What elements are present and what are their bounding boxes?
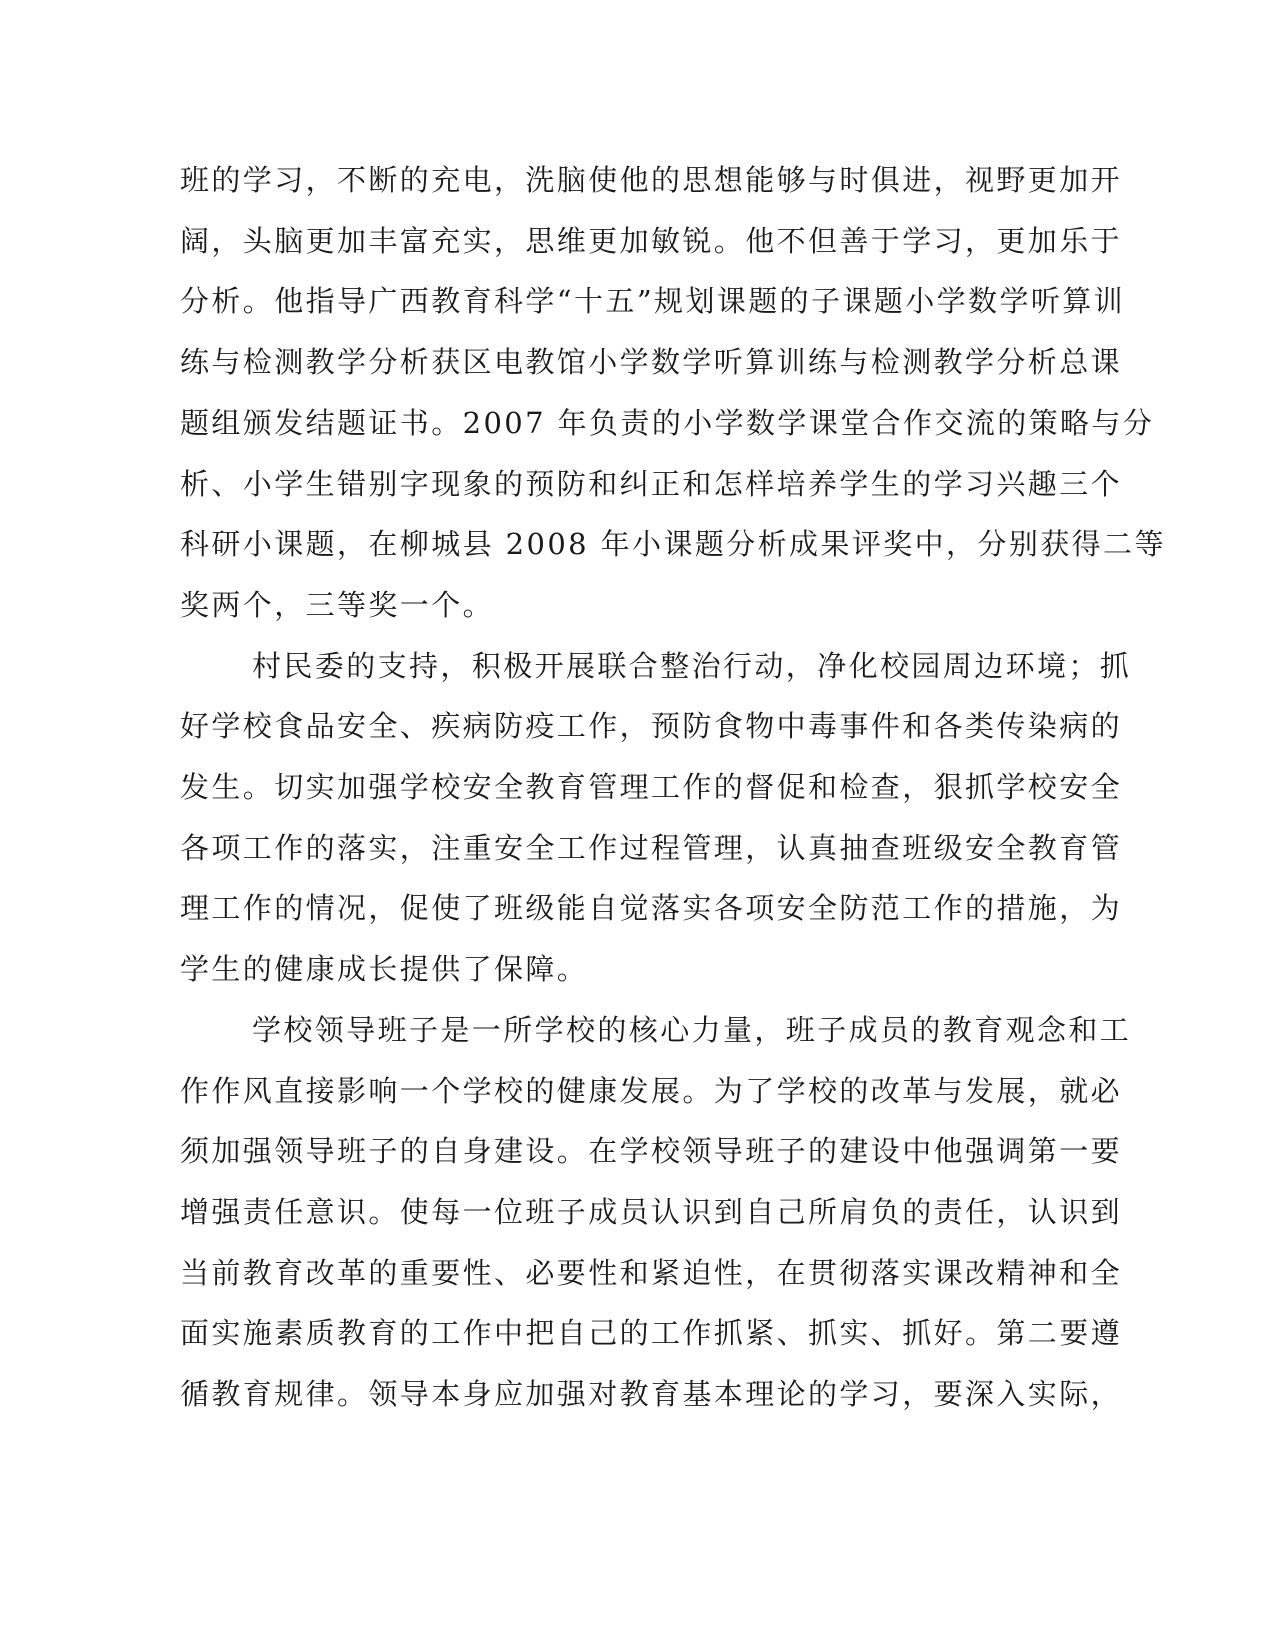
text-line: 析、小学生错别字现象的预防和纠正和怎样培养学生的学习兴趣三个 xyxy=(180,466,1123,501)
text-line: 奖两个，三等奖一个。 xyxy=(180,587,495,622)
text-line: 阔，头脑更加丰富充实，思维更加敏锐。他不但善于学习，更加乐于 xyxy=(180,223,1123,258)
text-line: 作作风直接影响一个学校的健康发展。为了学校的改革与发展，就必 xyxy=(180,1073,1123,1108)
text-line: 发生。切实加强学校安全教育管理工作的督促和检查，狠抓学校安全 xyxy=(180,770,1123,805)
text-line: 题组颁发结题证书。2007 年负责的小学数学课堂合作交流的策略与分 xyxy=(180,405,1155,440)
text-line-first: 学校领导班子是一所学校的核心力量，班子成员的教育观念和工 xyxy=(252,1012,1132,1047)
text-line-first: 村民委的支持，积极开展联合整治行动，净化校园周边环境；抓 xyxy=(252,648,1132,683)
text-line: 各项工作的落实，注重安全工作过程管理，认真抽查班级安全教育管 xyxy=(180,830,1123,865)
text-line: 科研小课题，在柳城县 2008 年小课题分析成果评奖中，分别获得二等 xyxy=(180,527,1166,562)
text-line: 好学校食品安全、疾病防疫工作，预防食物中毒事件和各类传染病的 xyxy=(180,709,1123,744)
document-page xyxy=(180,150,1166,1425)
text-line: 须加强领导班子的自身建设。在学校领导班子的建设中他强调第一要 xyxy=(180,1134,1123,1169)
text-line: 练与检测教学分析获区电教馆小学数学听算训练与检测教学分析总课 xyxy=(180,345,1123,380)
paragraph-2 xyxy=(180,636,1132,1000)
text-line: 理工作的情况，促使了班级能自觉落实各项安全防范工作的措施，为 xyxy=(180,891,1123,926)
paragraph-1 xyxy=(180,150,1166,636)
text-line: 面实施素质教育的工作中把自己的工作抓紧、抓实、抓好。第二要遵 xyxy=(180,1316,1123,1351)
text-line: 学生的健康成长提供了保障。 xyxy=(180,952,589,987)
text-line: 当前教育改革的重要性、必要性和紧迫性，在贯彻落实课改精神和全 xyxy=(180,1255,1123,1290)
text-line: 增强责任意识。使每一位班子成员认识到自己所肩负的责任，认识到 xyxy=(180,1194,1123,1229)
text-line: 分析。他指导广西教育科学“十五”规划课题的子课题小学数学听算训 xyxy=(180,284,1126,319)
text-line: 循教育规律。领导本身应加强对教育基本理论的学习，要深入实际， xyxy=(180,1377,1123,1412)
paragraph-3 xyxy=(180,1000,1132,1425)
text-line: 班的学习，不断的充电，洗脑使他的思想能够与时俱进，视野更加开 xyxy=(180,163,1123,197)
